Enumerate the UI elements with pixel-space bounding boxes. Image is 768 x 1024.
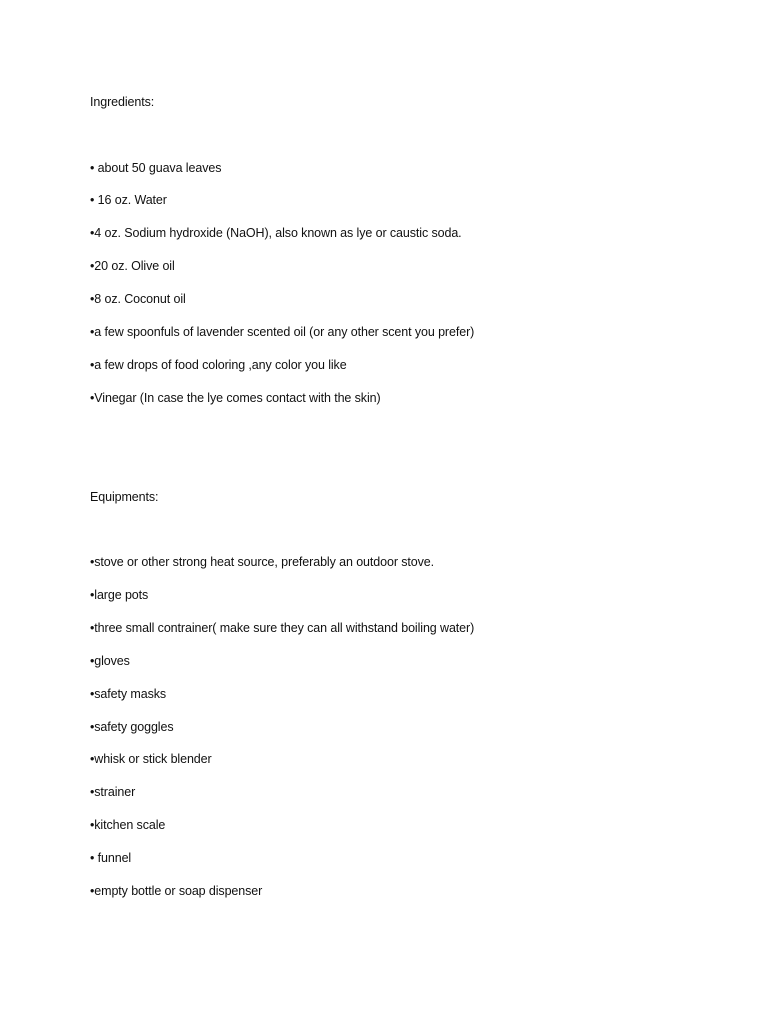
equipments-heading: Equipments:: [90, 490, 159, 504]
ingredient-item: •20 oz. Olive oil: [90, 259, 175, 273]
ingredient-item: • 16 oz. Water: [90, 193, 167, 207]
ingredient-item: •8 oz. Coconut oil: [90, 292, 186, 306]
equipment-item: •whisk or stick blender: [90, 752, 212, 766]
ingredients-heading: Ingredients:: [90, 95, 155, 109]
ingredient-item: •4 oz. Sodium hydroxide (NaOH), also known as lye or caustic soda.: [90, 226, 462, 240]
equipment-item: •stove or other strong heat source, preferably an outdoor stove.: [90, 555, 435, 569]
ingredient-item: •Vinegar (In case the lye comes contact with the skin): [90, 391, 381, 405]
equipment-item: •gloves: [90, 654, 130, 668]
equipment-item: •empty bottle or soap dispenser: [90, 884, 263, 898]
ingredient-item: • about 50 guava leaves: [90, 161, 222, 175]
equipment-item: •safety masks: [90, 687, 167, 701]
equipment-item: •large pots: [90, 588, 149, 602]
equipment-item: •kitchen scale: [90, 818, 166, 832]
equipment-item: •three small contrainer( make sure they can all withstand boiling water): [90, 621, 475, 635]
equipment-item: •safety goggles: [90, 720, 174, 734]
ingredient-item: •a few spoonfuls of lavender scented oil (or any other scent you prefer): [90, 325, 475, 339]
ingredient-item: •a few drops of food coloring ,any color you like: [90, 358, 347, 372]
equipment-item: •strainer: [90, 785, 136, 799]
equipment-item: • funnel: [90, 851, 132, 865]
